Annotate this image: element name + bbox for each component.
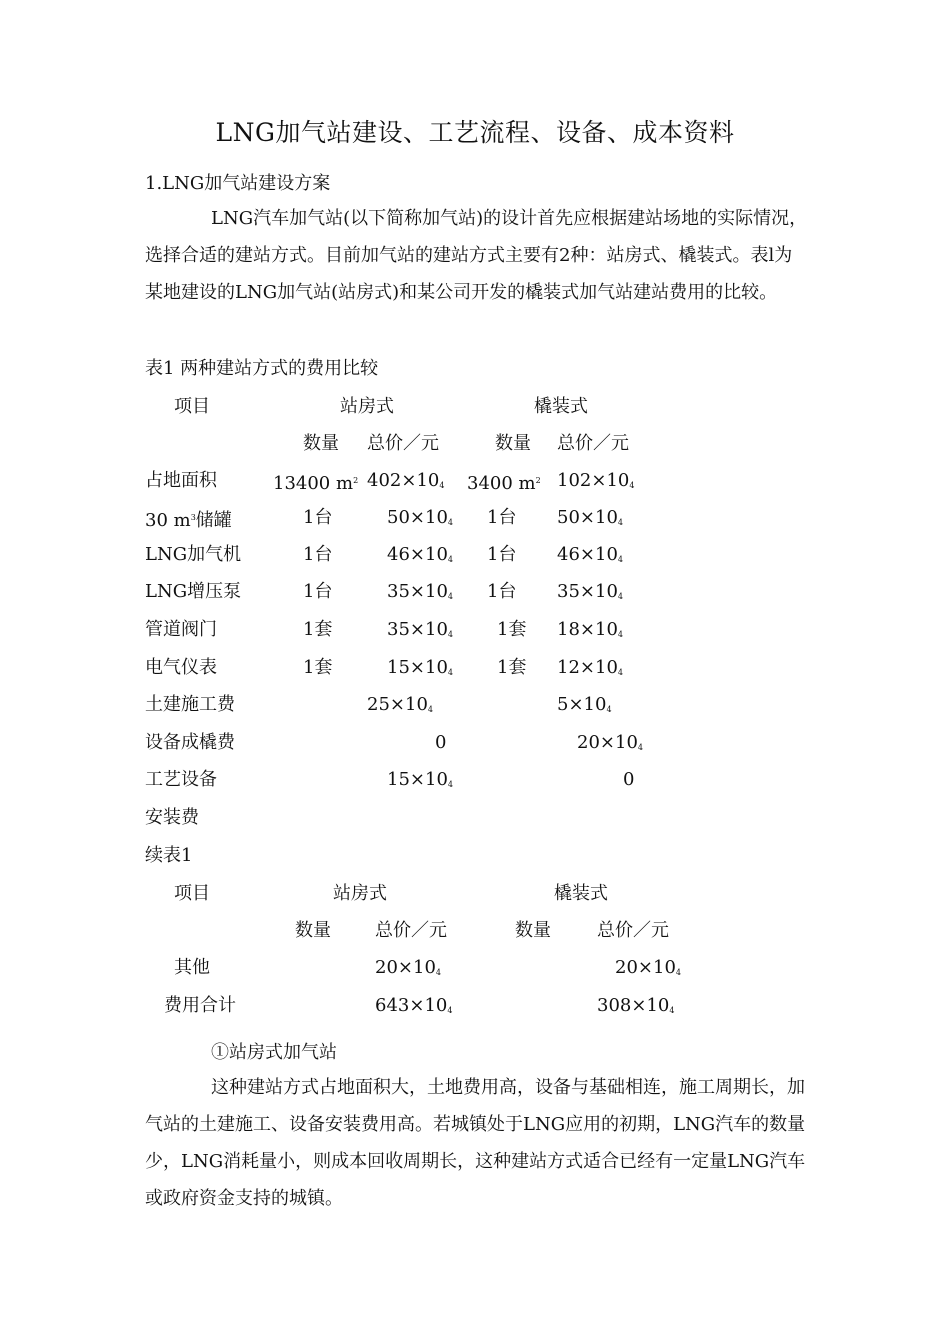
table-subheader-qty: 数量: [303, 433, 339, 454]
table-cell-item: LNG增压泵: [145, 581, 242, 602]
table-subheader-qty: 数量: [495, 433, 531, 454]
table-cell-item: 费用合计: [164, 995, 236, 1016]
table-cell-price: 20×104: [615, 957, 681, 978]
table-cell-price: 0: [435, 732, 447, 753]
table-cell-item: 30 $m^3$储罐: [145, 510, 232, 531]
table-header-item: 项目: [174, 883, 210, 904]
table-cell-qty: 1台: [487, 507, 517, 528]
sub-heading: ①站房式加气站: [211, 1042, 337, 1063]
table-cell-price: 50×104: [557, 507, 623, 528]
table-cell-price: 20×104: [577, 732, 643, 753]
table-cell-qty: 1套: [303, 619, 333, 640]
table-cell-item: 工艺设备: [145, 769, 217, 790]
table-caption: 表1 两种建站方式的费用比较: [145, 358, 379, 379]
table-cell-price: 50×104: [387, 507, 453, 528]
paragraph-intro: LNG汽车加气站(以下简称加气站)的设计首先应根据建站场地的实际情况，选择合适的建站方式。目前加气站的建站方式主要有2种：站房式、橇装式。表l为某地建设的LNG加气站(站房式)和某公司开发的橇装式加气站建站费用的比较。: [145, 208, 808, 303]
table-caption-continued: 续表1: [145, 845, 193, 866]
table-subheader-price: 总价／元: [557, 433, 629, 454]
table-cell-price: 12×104: [557, 657, 623, 678]
table-cell-price: 5×104: [557, 694, 612, 715]
table-cell-price: 18×104: [557, 619, 623, 640]
table-subheader-qty: 数量: [295, 920, 331, 941]
table-cell-price: 35×104: [387, 619, 453, 640]
table-header-station: 站房式: [340, 396, 394, 417]
table-cell-price: 25×104: [367, 694, 433, 715]
table-cell-price: 402×104: [367, 470, 445, 491]
table-cell-price: 35×104: [387, 581, 453, 602]
table-cell-price: 15×104: [387, 769, 453, 790]
table-cell-item: 其他: [174, 957, 210, 978]
table-header-skid: 橇装式: [554, 883, 608, 904]
table-cell-qty: 1台: [303, 581, 333, 602]
table-cell-qty: 1台: [487, 581, 517, 602]
table-cell-price: 20×104: [375, 957, 441, 978]
table-cell-item: 占地面积: [145, 470, 217, 491]
table-subheader-price: 总价／元: [597, 920, 669, 941]
table-cell-item: 安装费: [145, 807, 199, 828]
table-cell-qty: 1台: [487, 544, 517, 565]
table-cell-price: 643×104: [375, 995, 453, 1016]
table-cell-qty: 1套: [303, 657, 333, 678]
table-subheader-price: 总价／元: [367, 433, 439, 454]
table-cell-price: 102×104: [557, 470, 635, 491]
table-cell-item: 设备成橇费: [145, 732, 235, 753]
table-cell-qty: 1套: [497, 619, 527, 640]
table-cell-qty: 1台: [303, 544, 333, 565]
table-subheader-qty: 数量: [515, 920, 551, 941]
document-title: LNG加气站建设、工艺流程、设备、成本资料: [215, 118, 735, 147]
table-subheader-price: 总价／元: [375, 920, 447, 941]
paragraph-station-type: 这种建站方式占地面积大，土地费用高，设备与基础相连，施工周期长，加气站的土建施工、设备安装费用高。若城镇处于LNG应用的初期，LNG汽车的数量少，LNG消耗量小，则成本回收周期长，这种建站方式适合已经有一定量LNG汽车或政府资金支持的城镇。: [145, 1077, 806, 1209]
table-cell-qty: 13400 $m^2$: [273, 473, 359, 494]
table-cell-price: 46×104: [557, 544, 623, 565]
table-header-skid: 橇装式: [534, 396, 588, 417]
table-cell-price: 46×104: [387, 544, 453, 565]
section-heading: 1.LNG加气站建设方案: [145, 173, 331, 194]
table-cell-price: 35×104: [557, 581, 623, 602]
table-cell-qty: 3400 $m^2$: [467, 473, 541, 494]
table-cell-qty: 1台: [303, 507, 333, 528]
table-header-item: 项目: [174, 396, 210, 417]
table-cell-item: 电气仪表: [145, 657, 217, 678]
table-cell-price: 15×104: [387, 657, 453, 678]
table-cell-price: 0: [623, 769, 635, 790]
table-cell-item: LNG加气机: [145, 544, 242, 565]
table-cell-item: 管道阀门: [145, 619, 217, 640]
table-cell-item: 土建施工费: [145, 694, 235, 715]
table-cell-qty: 1套: [497, 657, 527, 678]
table-header-station: 站房式: [333, 883, 387, 904]
table-cell-price: 308×104: [597, 995, 675, 1016]
